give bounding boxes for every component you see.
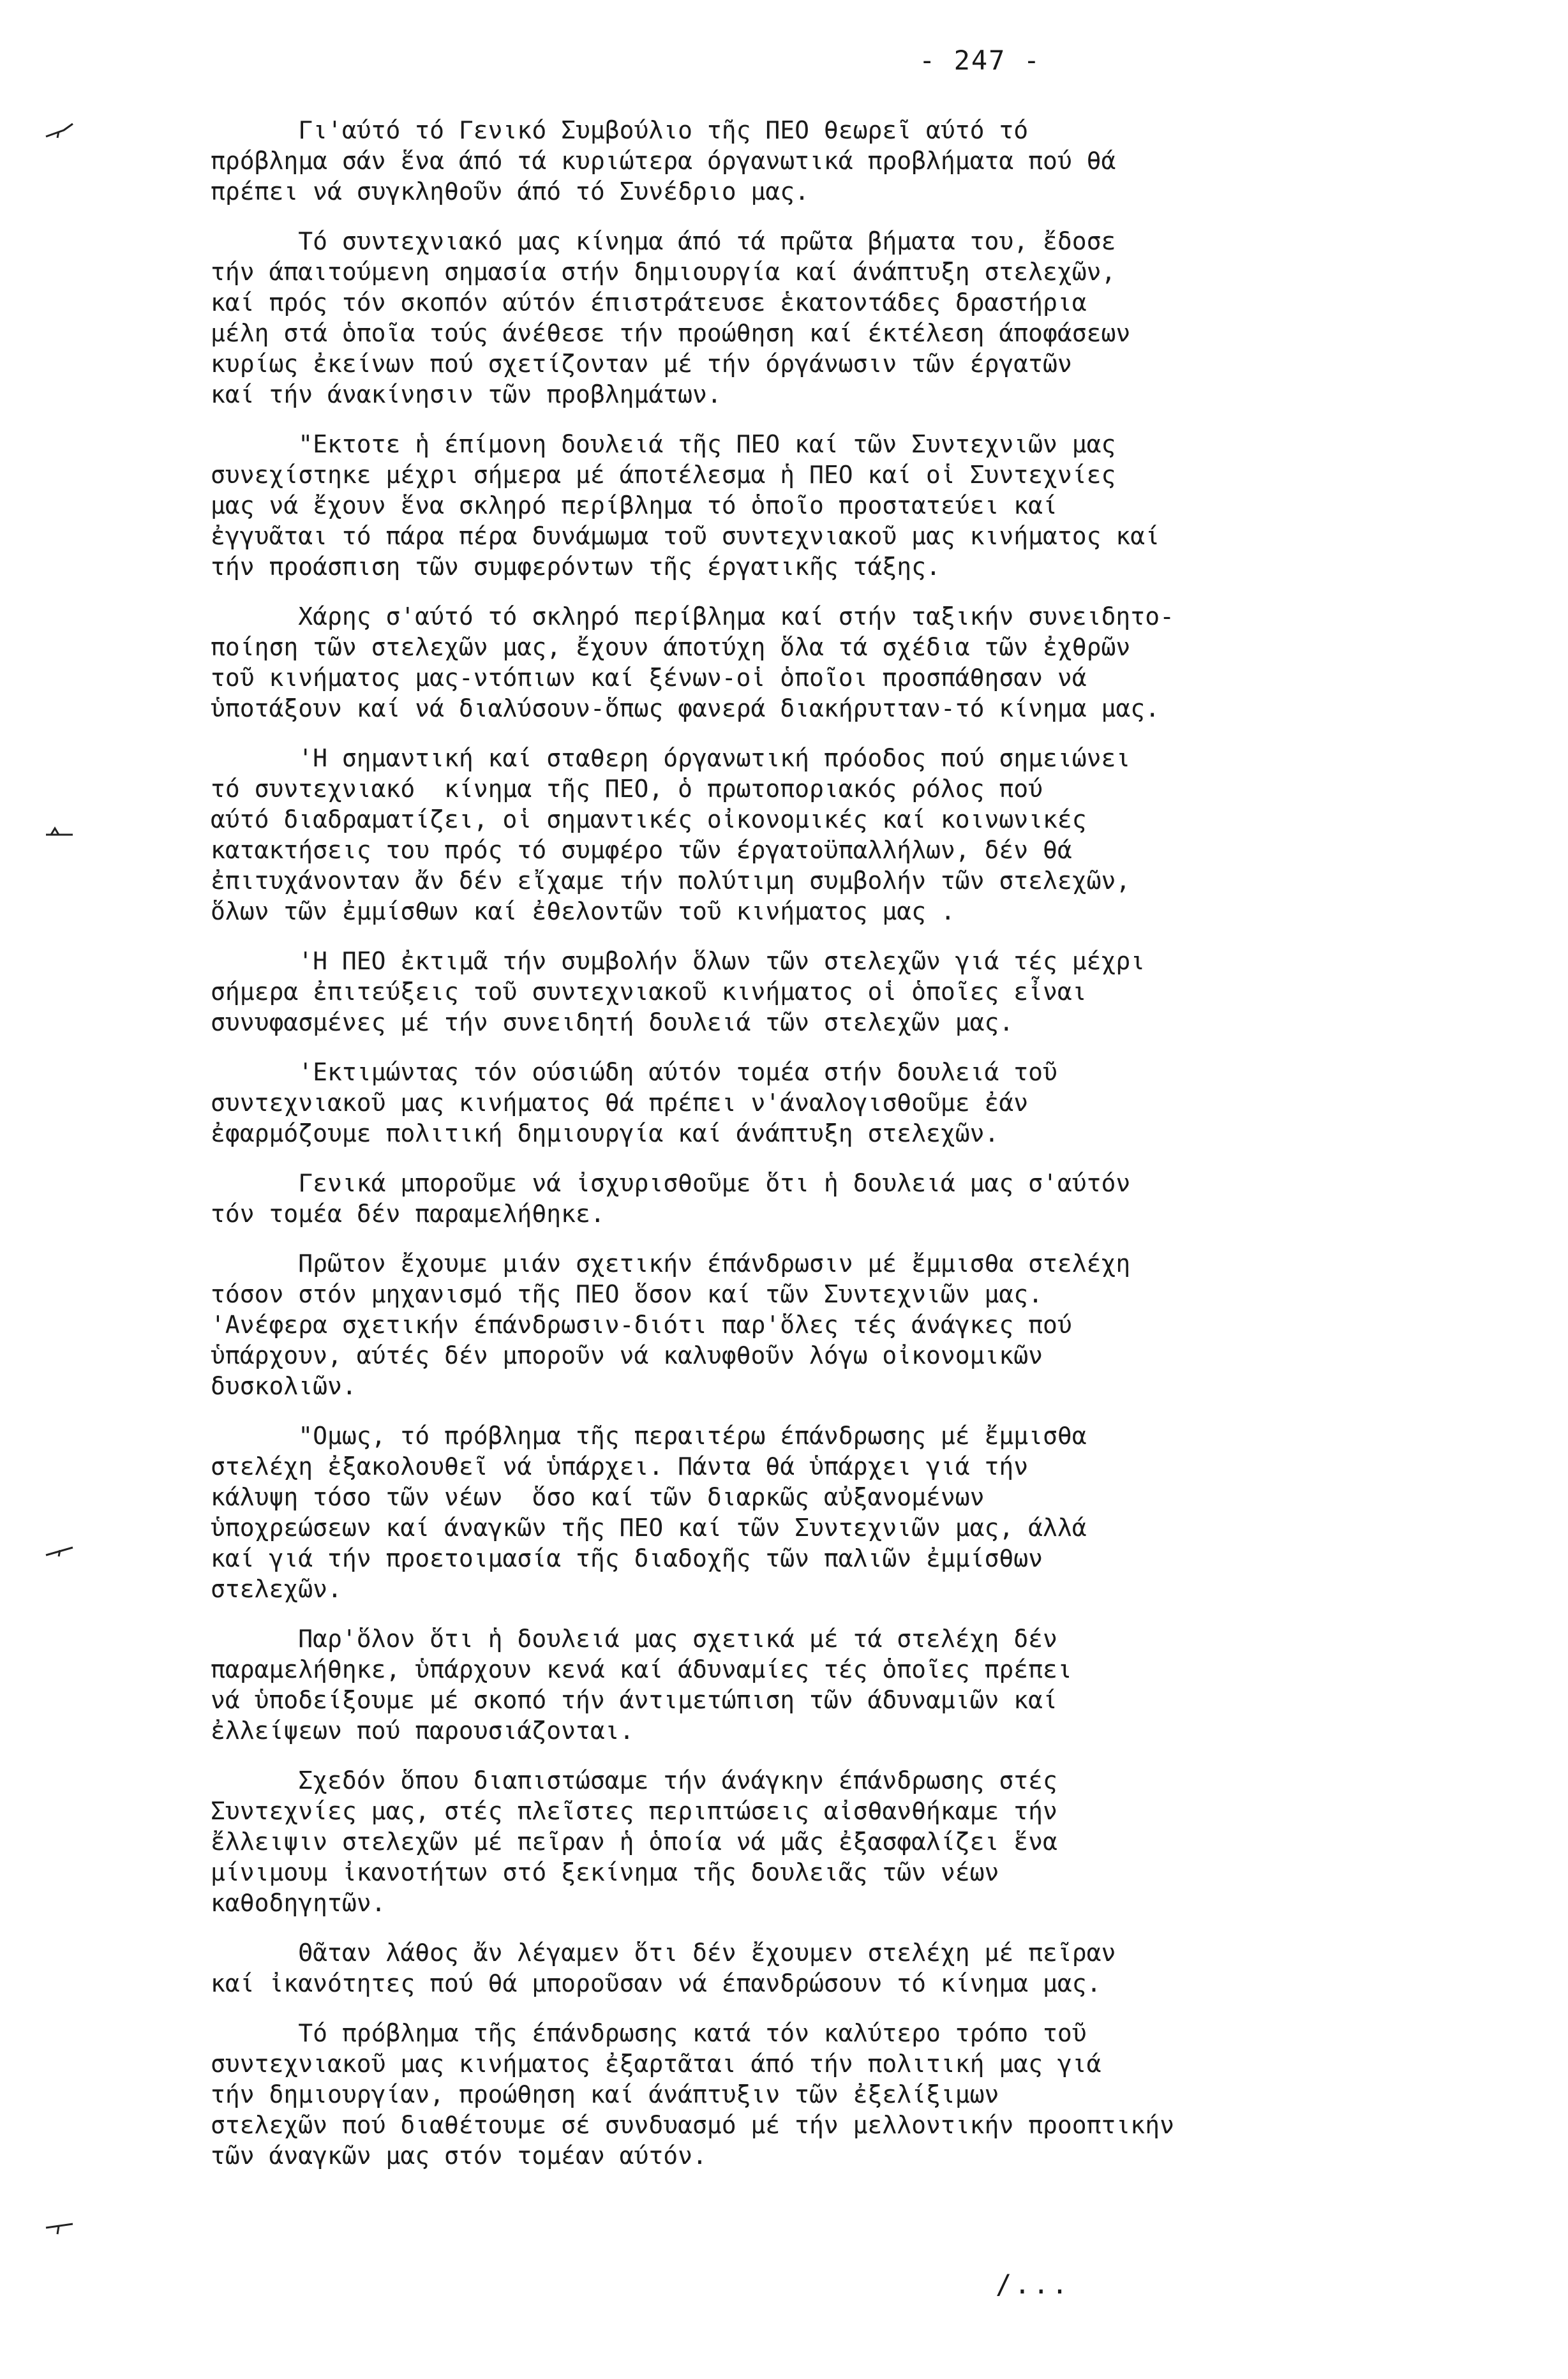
paragraph: Χάρης σ'αύτό τό σκληρό περίβλημα καί στήν ταξικήν συνειδητο- ποίηση τῶν στελεχῶν μας, ἔχουν άποτύχη ὅλα τά σχέδια τῶν ἐχθρῶν τοῦ κινήματος μας-ντόπιων καί ξένων-οἱ ὁποῖοι προσπάθησαν νά ὑποτάξουν καί νά διαλύσουν-ὅπως φανερά διακήρυτταν-τό κίνημα μας. <box>211 602 1174 722</box>
page-number: - 247 - <box>919 45 1042 76</box>
paragraph: Πρῶτον ἔχουμε μιάν σχετικήν έπάνδρωσιν μέ ἔμμισθα στελέχη τόσον στόν μηχανισμό τῆς ΠΕΟ ὅσον καί τῶν Συντεχνιῶν μας. 'Ανέφερα σχετικήν έπάνδρωσιν-διότι παρ'ὅλες τές άνάγκες πού ὑπάρχουν, αύτές δέν μποροῦν νά καλυφθοῦν λόγω οἰκονομικῶν δυσκολιῶν. <box>211 1249 1131 1400</box>
continuation-mark: /... <box>996 2269 1071 2300</box>
paragraph: Παρ'ὅλον ὅτι ἡ δουλειά μας σχετικά μέ τά στελέχη δέν παραμελήθηκε, ὑπάρχουν κενά καί άδυναμίες τές ὁποῖες πρέπει νά ὑποδείξουμε μέ σκοπό τήν άντιμετώπιση τῶν άδυναμιῶν καί ἐλλείψεων πού παρουσιάζονται. <box>211 1625 1072 1745</box>
paragraph: Γενικά μποροῦμε νά ἰσχυρισθοῦμε ὅτι ἡ δουλειά μας σ'αύτόν τόν τομέα δέν παραμελήθηκε. <box>211 1169 1131 1228</box>
margin-mark <box>45 121 75 140</box>
paragraph: "Εκτοτε ἡ έπίμονη δουλειά τῆς ΠΕΟ καί τῶν Συντεχνιῶν μας συνεχίστηκε μέχρι σήμερα μέ άποτέλεσμα ἡ ΠΕΟ καί οἱ Συντεχνίες μας νά ἔχουν ἕνα σκληρό περίβλημα τό ὁποῖο προστατεύει καί ἐγγυᾶται τό πάρα πέρα δυνάμωμα τοῦ συντεχνιακοῦ μας κινήματος καί τήν προάσπιση τῶν συμφερόντων τῆς έργατικῆς τάξης. <box>211 430 1160 581</box>
margin-mark <box>45 2218 75 2237</box>
paragraph: 'Η ΠΕΟ ἐκτιμᾶ τήν συμβολήν ὅλων τῶν στελεχῶν γιά τές μέχρι σήμερα ἐπιτεύξεις τοῦ συντεχνιακοῦ κινήματος οἱ ὁποῖες εἶναι συνυφασμένες μέ τήν συνειδητή δουλειά τῶν στελεχῶν μας. <box>211 947 1146 1036</box>
paragraph: Τό συντεχνιακό μας κίνημα άπό τά πρῶτα βήματα του, ἔδοσε τήν άπαιτούμενη σημασία στήν δημιουργία καί άνάπτυξη στελεχῶν, καί πρός τόν σκοπόν αύτόν έπιστράτευσε ἑκατοντάδες δραστήρια μέλη στά ὁποῖα τούς άνέθεσε τήν προώθηση καί έκτέλεση άποφάσεων κυρίως ἐκείνων πού σχετίζονταν μέ τήν όργάνωσιν τῶν έργατῶν καί τήν άνακίνησιν τῶν προβλημάτων. <box>211 227 1131 408</box>
paragraph: 'Εκτιμώντας τόν ούσιώδη αύτόν τομέα στήν δουλειά τοῦ συντεχνιακοῦ μας κινήματος θά πρέπει ν'άναλογισθοῦμε ἐάν ἐφαρμόζουμε πολιτική δημιουργία καί άνάπτυξη στελεχῶν. <box>211 1058 1057 1147</box>
paragraph: Γι'αύτό τό Γενικό Συμβούλιο τῆς ΠΕΟ θεωρεῖ αύτό τό πρόβλημα σάν ἕνα άπό τά κυριώτερα όργανωτικά προβλήματα πού θά πρέπει νά συγκληθοῦν άπό τό Συνέδριο μας. <box>211 116 1116 205</box>
paragraph: 'Η σημαντική καί σταθερη όργανωτική πρόοδος πού σημειώνει τό συντεχνιακό κίνημα τῆς ΠΕΟ, ὁ πρωτοποριακός ρόλος πού αύτό διαδραματίζει, οἱ σημαντικές οἰκονομικές καί κοινωνικές κατακτήσεις του πρός τό συμφέρο τῶν έργατοϋπαλλήλων, δέν θά ἐπιτυχάνονταν ἄν δέν εἴχαμε τήν πολύτιμη συμβολήν τῶν στελεχῶν, ὅλων τῶν ἐμμίσθων καί ἐθελοντῶν τοῦ κινήματος μας . <box>211 744 1131 925</box>
paragraph: Θᾶταν λάθος ἄν λέγαμεν ὅτι δέν ἔχουμεν στελέχη μέ πεῖραν καί ἰκανότητες πού θά μποροῦσαν νά έπανδρώσουν τό κίνημα μας. <box>211 1939 1116 1997</box>
paragraph: Σχεδόν ὅπου διαπιστώσαμε τήν άνάγκην έπάνδρωσης στές Συντεχνίες μας, στές πλεῖστες περιπτώσεις αἰσθανθήκαμε τήν ἔλλειψιν στελεχῶν μέ πεῖραν ἡ ὁποία νά μᾶς ἐξασφαλίζει ἕνα μίνιμουμ ἰκανοτήτων στό ξεκίνημα τῆς δουλειᾶς τῶν νέων καθοδηγητῶν. <box>211 1766 1057 1917</box>
margin-mark <box>45 823 75 842</box>
paragraph: Τό πρόβλημα τῆς έπάνδρωσης κατά τόν καλύτερο τρόπο τοῦ συντεχνιακοῦ μας κινήματος ἐξαρτᾶται άπό τήν πολιτική μας γιά τήν δημιουργίαν, προώθηση καί άνάπτυξιν τῶν ἐξελίξιμων στελεχῶν πού διαθέτουμε σέ συνδυασμό μέ τήν μελλοντικήν προοπτικήν τῶν άναγκῶν μας στόν τομέαν αύτόν. <box>211 2019 1174 2170</box>
paragraph: "Ομως, τό πρόβλημα τῆς περαιτέρω έπάνδρωσης μέ ἔμμισθα στελέχη ἐξακολουθεῖ νά ὑπάρχει. Πάντα θά ὑπάρχει γιά τήν κάλυψη τόσο τῶν νέων ὅσο καί τῶν διαρκῶς αὐξανομένων ὑποχρεώσεων καί άναγκῶν τῆς ΠΕΟ καί τῶν Συντεχνιῶν μας, άλλά καί γιά τήν προετοιμασία τῆς διαδοχῆς τῶν παλιῶν ἐμμίσθων στελεχῶν. <box>211 1422 1087 1603</box>
margin-mark <box>45 1541 75 1560</box>
body-text <box>211 115 1461 2190</box>
